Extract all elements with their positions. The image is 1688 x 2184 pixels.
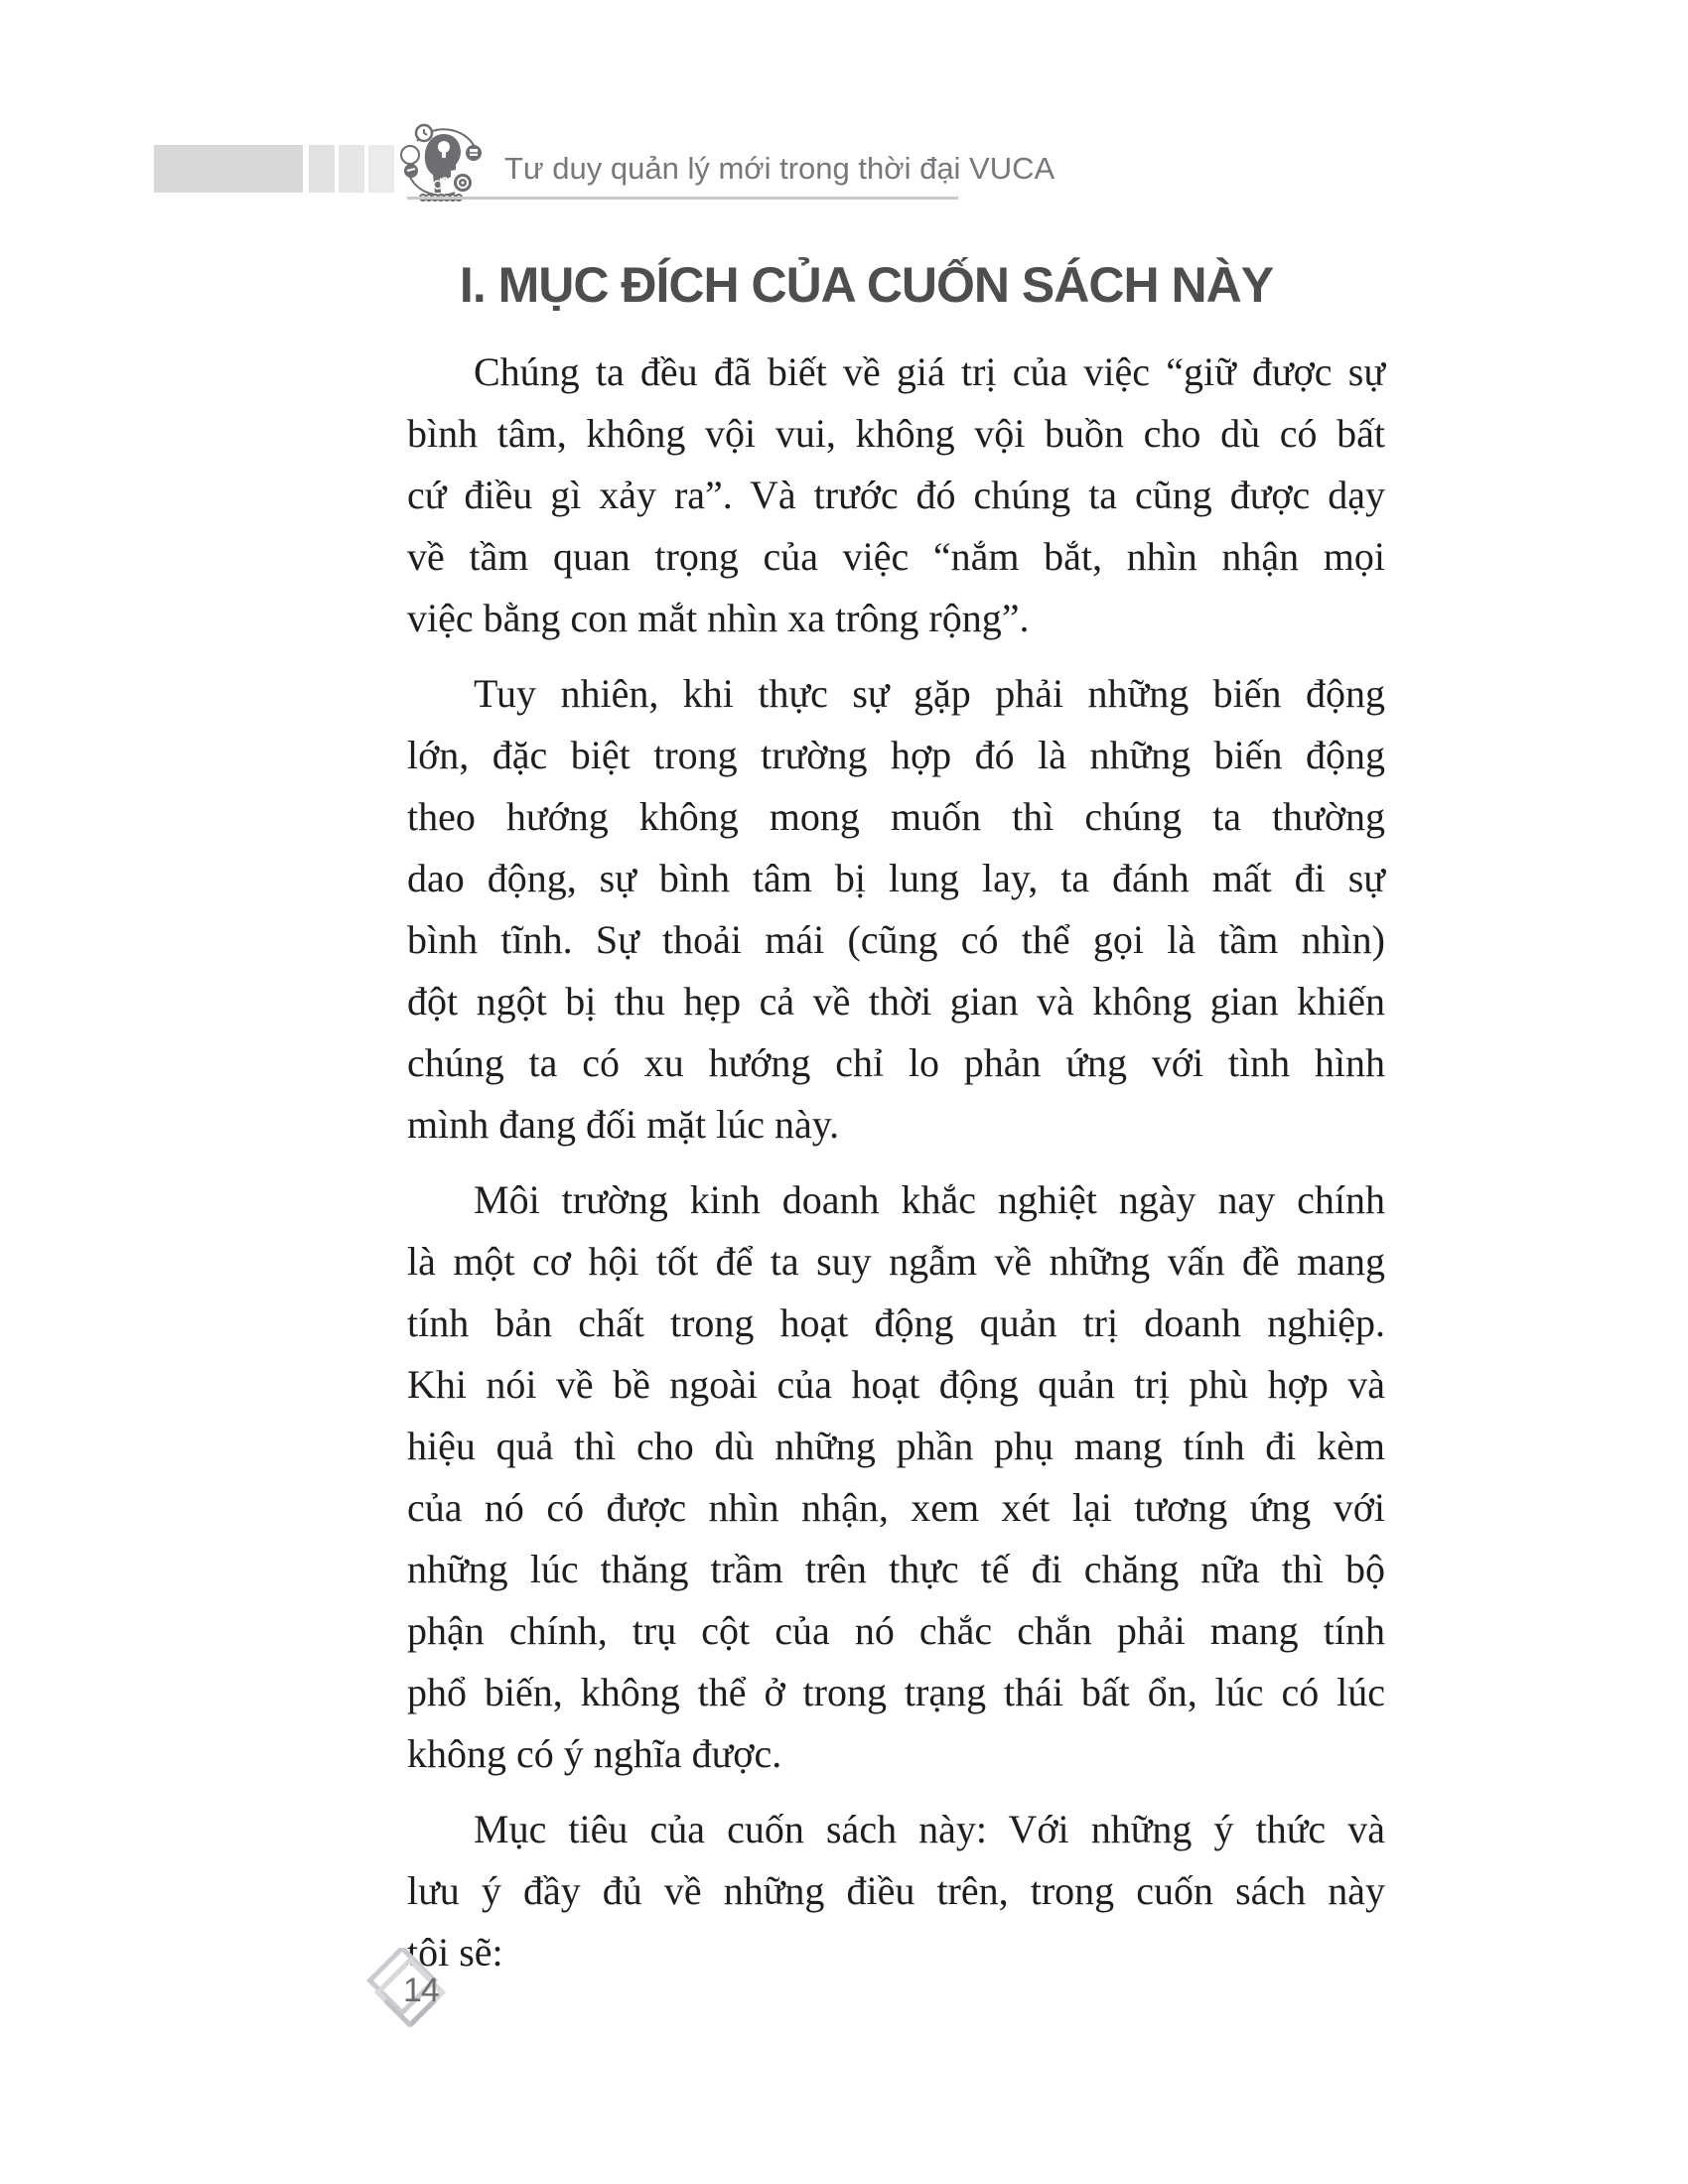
- paragraph: [407, 341, 1385, 649]
- body-line: bình tĩnh. Sự thoải mái (cũng có thể gọi là tầm nhìn): [407, 917, 1385, 962]
- page-number: 14: [403, 1972, 439, 2009]
- body-line: việc bằng con mắt nhìn xa trông rộng”.: [407, 596, 1030, 640]
- book-badge-icon: [466, 145, 482, 161]
- body-line: là một cơ hội tốt để ta suy ngẫm về những vấn đề mang: [407, 1239, 1385, 1284]
- body-text: [407, 341, 1385, 1997]
- body-line: phận chính, trụ cột của nó chắc chắn phải mang tính: [407, 1608, 1385, 1653]
- body-line: phổ biến, không thể ở trong trạng thái bất ổn, lúc có lúc: [407, 1670, 1385, 1714]
- body-line: lưu ý đầy đủ về những điều trên, trong cuốn sách này: [407, 1868, 1385, 1913]
- body-line: những lúc thăng trầm trên thực tế đi chăng nữa thì bộ: [407, 1547, 1385, 1591]
- body-line: đột ngột bị thu hẹp cả về thời gian và không gian khiến: [407, 979, 1385, 1024]
- body-line: của nó có được nhìn nhận, xem xét lại tương ứng với: [407, 1485, 1385, 1530]
- header-square-decoration: [339, 145, 364, 193]
- paragraph: [407, 663, 1385, 1156]
- header-square-decoration: [309, 145, 335, 193]
- body-line: theo hướng không mong muốn thì chúng ta thường: [407, 794, 1385, 839]
- header-square-decoration: [368, 145, 394, 193]
- paragraph: [407, 1169, 1385, 1785]
- body-line: không có ý nghĩa được.: [407, 1731, 782, 1776]
- body-line: bình tâm, không vội vui, không vội buồn cho dù có bất: [407, 411, 1385, 456]
- body-line: tính bản chất trong hoạt động quản trị doanh nghiệp.: [407, 1300, 1385, 1345]
- body-line: mình đang đối mặt lúc này.: [407, 1102, 840, 1147]
- running-header-title: Tư duy quản lý mới trong thời đại VUCA: [504, 151, 1055, 186]
- body-line: chúng ta có xu hướng chỉ lo phản ứng với tình hình: [407, 1040, 1385, 1085]
- header-rule: [407, 197, 958, 200]
- body-line: tôi sẽ:: [407, 1930, 503, 1975]
- body-line: Môi trường kinh doanh khắc nghiệt ngày nay chính: [474, 1177, 1385, 1222]
- body-line: về tầm quan trọng của việc “nắm bắt, nhìn nhận mọi: [407, 534, 1385, 579]
- body-line: Tuy nhiên, khi thực sự gặp phải những biến động: [474, 671, 1385, 716]
- body-line: dao động, sự bình tâm bị lung lay, ta đánh mất đi sự: [407, 856, 1385, 900]
- section-title: I. MỤC ĐÍCH CỦA CUỐN SÁCH NÀY: [459, 257, 1274, 313]
- body-line: Mục tiêu của cuốn sách này: Với những ý thức và: [474, 1807, 1385, 1851]
- body-line: cứ điều gì xảy ra”. Và trước đó chúng ta cũng được dạy: [407, 473, 1385, 517]
- body-line: lớn, đặc biệt trong trường hợp đó là những biến động: [407, 733, 1385, 777]
- header-bar-decoration: [154, 145, 303, 193]
- body-line: hiệu quả thì cho dù những phần phụ mang tính đi kèm: [407, 1424, 1385, 1468]
- body-line: Khi nói về bề ngoài của hoạt động quản trị phù hợp và: [407, 1362, 1385, 1407]
- thinking-head-icon: [397, 123, 491, 203]
- target-badge-icon: [454, 174, 472, 192]
- paragraph: [407, 1799, 1385, 1983]
- body-line: Chúng ta đều đã biết về giá trị của việc “giữ được sự: [474, 349, 1385, 394]
- clock-icon: [416, 125, 432, 141]
